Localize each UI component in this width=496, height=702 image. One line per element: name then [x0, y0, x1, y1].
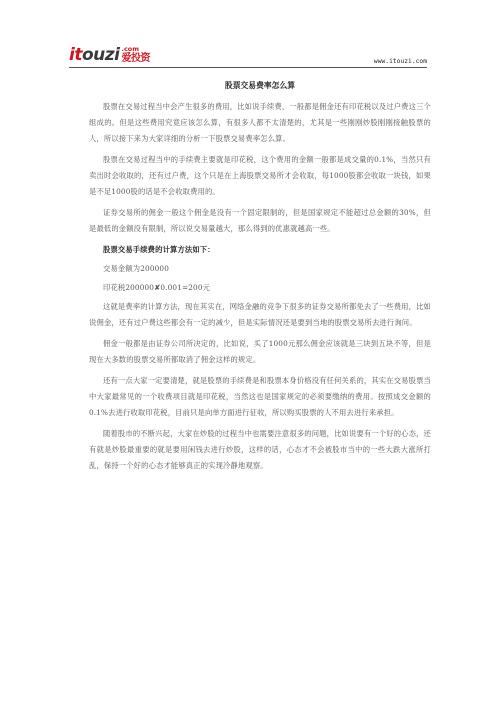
paragraph-stamp-duty: 股票在交易过程当中的手续费主要就是印花税，这个费用的金额一般都是成交量的0.1%，当然只有卖出时会收取的，还有过户费，这个只是在上海股票交易所才会收取，每1000股都会收取一块钱，如果是不足1000股的话是不会收取费用的。	[89, 155, 431, 196]
paragraph-trade-amount: 交易金额为200000	[103, 264, 169, 273]
page-header	[0, 0, 496, 70]
header-divider	[69, 67, 427, 68]
logo-chinese-name: 爱投资	[121, 53, 150, 64]
site-url[interactable]: www.itouzi.com	[373, 58, 427, 65]
logo-wordmark-dark: ouzi	[81, 45, 120, 65]
logo-wordmark	[69, 46, 119, 64]
logo-domain: .com	[121, 45, 140, 53]
article-title: 股票交易费率怎么算	[224, 81, 296, 90]
paragraph-fee-note: 还有一点大家一定要清楚，就是股票的手续费是和股票本身价格没有任何关系的，其实在交易股票当中大家最常见的一个收费项目就是印花税，当然这也是国家规定的必须要缴纳的费用。按照成交金额的0.1%去进行收取印花税，目前只是向单方面进行征收，所以购买股票的人不用去进行来承担。	[89, 376, 431, 417]
paragraph-rate-method: 这就是费率的计算方法，现在其实在，网络金融的竞争下很多的证券交易所都免去了一些费用，比如说佣金，还有过户费这些都会有一定的减少，但是实际情况还是要到当地的股票交易所去进行询问。	[89, 302, 431, 327]
itouzi-logo[interactable]	[69, 40, 150, 64]
paragraph-stamp-calc: 印花税200000✘0.001=200元	[103, 283, 211, 292]
section-subheading: 股票交易手续费的计算方法如下：	[103, 245, 215, 254]
paragraph-broker-fee: 佣金一般都是由证券公司所决定的，比如说，买了1000元那么佣金应该就是三块到五块不等，但是现在大多数的股票交易所都取消了佣金这样的规定。	[89, 339, 431, 364]
paragraph-commission: 证券交易所的佣金一般这个佣金是没有一个固定限制的，但是国家规定不能超过总金额的30%，但是最低的金额没有限制，所以说交易量越大，那么得到的优惠就越高一些。	[89, 208, 431, 233]
paragraph-mindset: 随着股市的不断兴起，大家在炒股的过程当中也需要注意很多的问题，比如说要有一个好的心态，还有就是炒股最重要的就是要用闲钱去进行炒股，这样的话，心态才不会被股市当中的一些大跌大涨所打乱，保持一个好的心态才能够真正的实现冷静地观察。	[89, 429, 431, 470]
paragraph-intro: 股票在交易过程当中会产生很多的费用，比如说手续费，一般都是佣金还有印花税以及过户费这三个组成的。但是这些费用究竟应该怎么算，有很多人都不太清楚的，尤其是一些刚刚炒股刚刚接触股票的人，所以接下来为大家详细的分析一下股票交易费率怎么算。	[89, 102, 431, 143]
logo-side	[121, 46, 150, 64]
article	[89, 79, 431, 479]
logo-wordmark-red: it	[69, 45, 82, 65]
